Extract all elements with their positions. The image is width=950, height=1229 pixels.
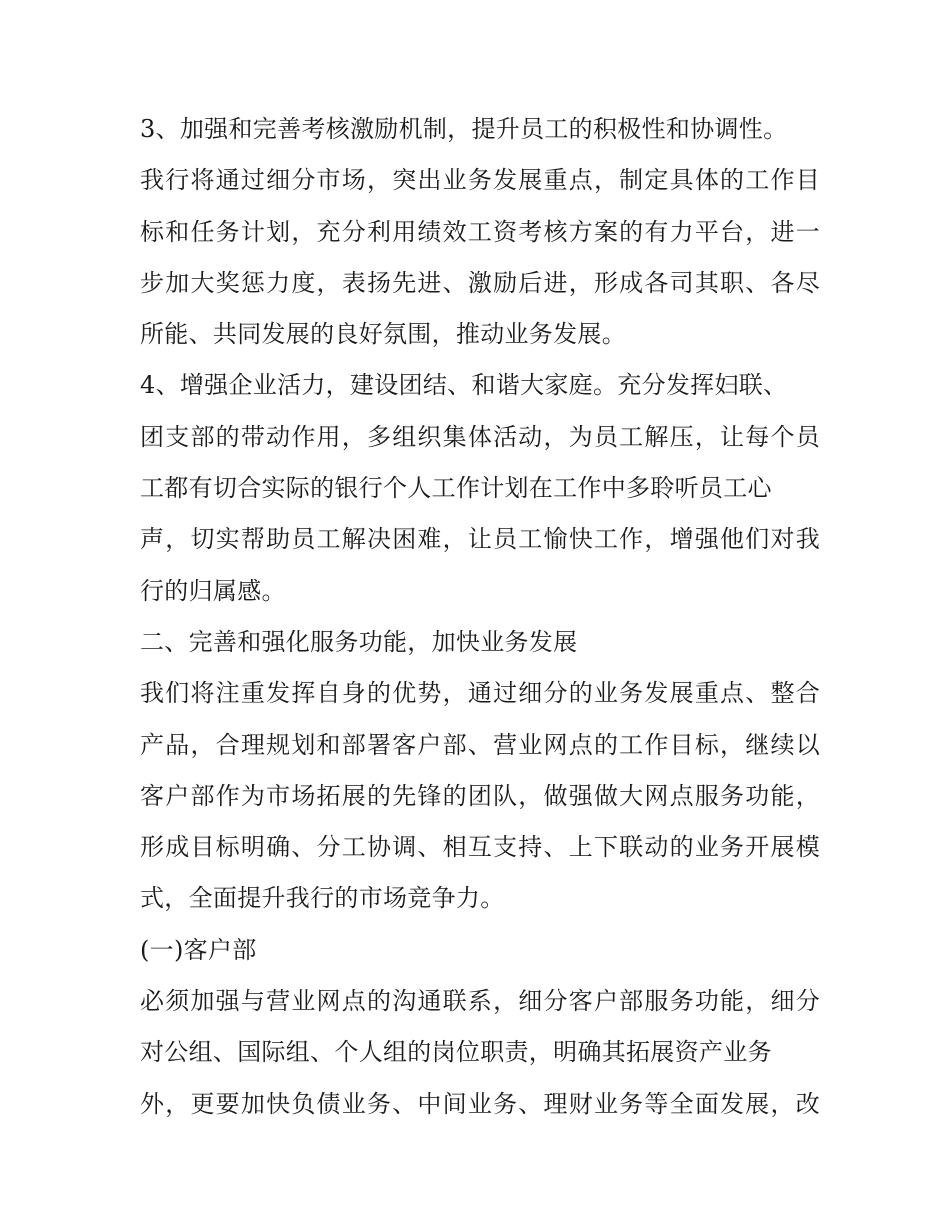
text-line: 3、加强和完善考核激励机制，提升员工的积极性和协调性。 (140, 115, 788, 143)
section-heading: 二、完善和强化服务功能，加快业务发展 (140, 627, 578, 656)
text-line: 我行将通过细分市场，突出业务发展重点，制定具体的工作目 (140, 166, 820, 195)
text-line: 4、增强企业活力，建设团结、和谐大家庭。充分发挥妇联、 (140, 371, 788, 400)
text-line: 产品，合理规划和部署客户部、营业网点的工作目标，继续以 (140, 730, 820, 759)
text-line: 标和任务计划，充分利用绩效工资考核方案的有力平台，进一 (140, 217, 820, 246)
text-line: 工都有切合实际的银行个人工作计划在工作中多聆听员工心 (140, 474, 772, 503)
subsection-heading: (一)客户部 (140, 935, 257, 964)
text-line: 客户部作为市场拓展的先锋的团队，做强做大网点服务功能， (140, 781, 820, 810)
text-line: 步加大奖惩力度，表扬先进、激励后进，形成各司其职、各尽 (140, 268, 820, 297)
text-line: 对公组、国际组、个人组的岗位职责，明确其拓展资产业务 (140, 1038, 772, 1067)
document-body (140, 104, 820, 1130)
text-line: 声，切实帮助员工解决困难，让员工愉快工作，增强他们对我 (140, 525, 820, 554)
text-line: 团支部的带动作用，多组织集体活动，为员工解压，让每个员 (140, 422, 820, 451)
text-line: 外，更要加快负债业务、中间业务、理财业务等全面发展，改 (140, 1089, 820, 1118)
text-line: 式，全面提升我行的市场竞争力。 (140, 884, 505, 913)
text-line: 我们将注重发挥自身的优势，通过细分的业务发展重点、整合 (140, 679, 820, 708)
text-line: 必须加强与营业网点的沟通联系，细分客户部服务功能，细分 (140, 987, 820, 1016)
text-line: 行的归属感。 (140, 576, 286, 605)
text-line: 形成目标明确、分工协调、相互支持、上下联动的业务开展模 (140, 833, 820, 862)
text-line: 所能、共同发展的良好氛围，推动业务发展。 (140, 320, 626, 349)
